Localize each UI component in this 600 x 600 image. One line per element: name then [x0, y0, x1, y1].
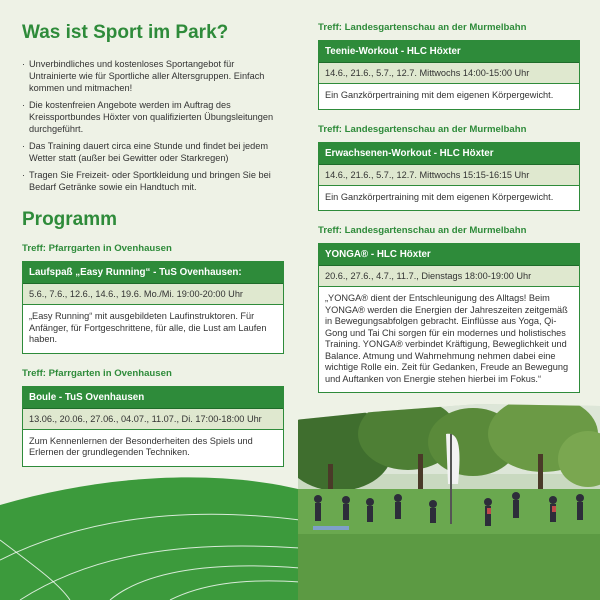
- meeting-point: Treff: Pfarrgarten in Ovenhausen: [22, 367, 172, 379]
- program-block-yonga: [318, 225, 580, 393]
- program-name: Boule - TuS Ovenhausen: [23, 387, 283, 409]
- intro-bullet: · Unverbindliches und kostenloses Sportangebot für Untrainierte wie für Sportliche aller Altersgruppen. Einfach kommen und mitmachen!: [22, 58, 284, 94]
- intro-bullet: · Die kostenfreien Angebote werden im Auftrag des Kreissportbundes Höxter von qualifizierten Übungsleitungen durchgeführt.: [22, 99, 284, 135]
- program-card: [318, 142, 580, 212]
- program-block-boule: [22, 368, 284, 467]
- program-dates: 14.6., 21.6., 5.7., 12.7. Mittwochs 14:00-15:00 Uhr: [319, 63, 579, 84]
- program-block-teenie-workout: [318, 22, 580, 110]
- program-card: [22, 261, 284, 354]
- meeting-point: Treff: Landesgartenschau an der Murmelbahn: [318, 123, 527, 135]
- program-card: [22, 386, 284, 467]
- intro-bullet: · Tragen Sie Freizeit- oder Sportkleidung und bringen Sie bei Bedarf Getränke sowie ein Handtuch mit.: [22, 169, 284, 193]
- intro-bullet: · Das Training dauert circa eine Stunde und findet bei jedem Wetter statt (außer bei Gewitter oder Starkregen): [22, 140, 284, 164]
- intro-title: Was ist Sport im Park?: [22, 22, 229, 43]
- program-name: YONGA® - HLC Höxter: [319, 244, 579, 266]
- program-name: Erwachsenen-Workout - HLC Höxter: [319, 143, 579, 165]
- program-block-laufspass: [22, 243, 284, 354]
- program-description: Ein Ganzkörpertraining mit dem eigenen Körpergewicht.: [325, 90, 554, 100]
- program-description: Ein Ganzkörpertraining mit dem eigenen Körpergewicht.: [325, 191, 554, 202]
- program-description: „Easy Running“ mit ausgebildeten Laufinstruktoren. Für Anfänger, für Fortgeschrittene, für alle, die Lust am Laufen haben.: [29, 311, 267, 344]
- program-name: Laufspaß „Easy Running“ - TuS Ovenhausen:: [23, 262, 283, 284]
- program-dates: 20.6., 27.6., 4.7., 11.7., Dienstags 18:00-19:00 Uhr: [319, 266, 579, 287]
- program-description: Zum Kennenlernen der Besonderheiten des Spiels und Erlernen der grundlegenden Techniken.: [29, 435, 253, 457]
- program-card: [318, 40, 580, 110]
- intro-list: [22, 58, 284, 193]
- right-column: [318, 22, 580, 407]
- left-column: [22, 22, 284, 481]
- program-name: Teenie-Workout - HLC Höxter: [319, 41, 579, 63]
- program-dates: 13.06., 20.06., 27.06., 04.07., 11.07., Di. 17:00-18:00 Uhr: [23, 409, 283, 430]
- meeting-point: Treff: Landesgartenschau an der Murmelbahn: [318, 225, 527, 236]
- program-description: „YONGA® dient der Entschleunigung des Alltags! Beim YONGA® werden die Energien der Jahreszeiten zeitgemäß in Bewegungsabfolgen gebracht. Einflüsse aus Yoga, Qi-Gong und Tai Chi sorgen für ein modernes und holistisches Training. YONGA® verbindet Kräftigung, Beweglichkeit und Balance. Atmung und Wahrnehmung nehmen dabei eine wichtige Rolle ein. Zeit für Gedanken, Freude an Bewegung und Auftanken von Energie stehen hierbei im Fokus.“: [325, 293, 569, 384]
- meeting-point: Treff: Pfarrgarten in Ovenhausen: [22, 243, 172, 254]
- program-dates: 14.6., 21.6., 5.7., 12.7. Mittwochs 15:15-16:15 Uhr: [319, 165, 579, 186]
- park-workout-photo: [298, 404, 600, 600]
- program-block-erwachsenen-workout: [318, 124, 580, 212]
- meeting-point: Treff: Landesgartenschau an der Murmelbahn: [318, 22, 527, 33]
- program-dates: 5.6., 7.6., 12.6., 14.6., 19.6. Mo./Mi. 19:00-20:00 Uhr: [23, 284, 283, 305]
- program-card: [318, 243, 580, 393]
- programm-title: Programm: [22, 209, 118, 230]
